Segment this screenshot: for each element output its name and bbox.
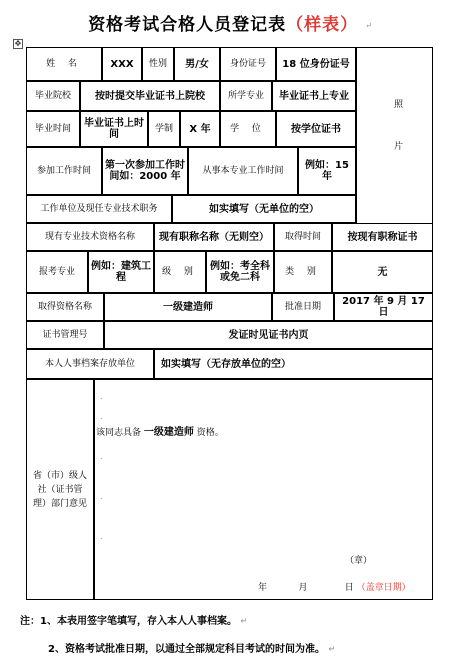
note-2-text: 2、资格考试批准日期，以通过全部规定科目考试的时间为准。 (48, 644, 325, 655)
graduation-time-value[interactable]: 毕业证书上时间 (80, 111, 148, 147)
registration-form-table (26, 47, 433, 600)
name-label: 姓 名 (26, 47, 102, 81)
blank-line-marker: . (100, 532, 103, 541)
exam-type-value[interactable]: 无 (332, 251, 433, 293)
qualification-name-value[interactable]: 现有职称名称（无则空） (154, 223, 274, 251)
seal-mark: （章） (345, 556, 373, 566)
blank-line-marker: . (100, 412, 103, 421)
approval-date-value[interactable]: 2017 年 9 月 17 日 (334, 293, 433, 321)
certificate-number-label: 证书管理号 (26, 321, 104, 349)
certificate-name-label: 取得资格名称 (26, 293, 104, 321)
degree-value[interactable]: 按学位证书 (276, 111, 356, 147)
date-year: 年 (258, 583, 268, 593)
note-1 (20, 612, 247, 627)
major-value[interactable]: 毕业证书上专业 (272, 81, 356, 111)
paragraph-mark-icon: ↵ (240, 616, 248, 626)
id-number-value[interactable]: 18 位身份证号 (276, 47, 356, 81)
opinion-qualification: 一级建造师 (143, 427, 194, 438)
archive-unit-label: 本人人事档案存放单位 (26, 349, 154, 379)
department-opinion-box[interactable] (94, 379, 433, 600)
exam-level-value[interactable]: 例如：考全科或免二科 (206, 251, 274, 293)
opinion-text (96, 423, 224, 438)
work-start-time-label: 参加工作时间 (26, 147, 102, 195)
form-title-main: 资格考试合格人员登记表 (88, 15, 287, 35)
date-day: 日 (344, 583, 354, 593)
work-unit-value[interactable]: 如实填写（无单位的空） (172, 195, 356, 223)
form-title-sample: （样表） (286, 15, 359, 35)
work-start-time-value[interactable]: 第一次参加工作时间如：2000 年 (102, 147, 188, 195)
qualification-name-label: 现有专业技术资格名称 (26, 223, 154, 251)
exam-level-label: 级 别 (154, 251, 206, 293)
table-move-handle-icon[interactable]: ✥ (14, 39, 22, 48)
opinion-suffix: 资格。 (196, 428, 224, 438)
exam-major-label: 报考专业 (26, 251, 88, 293)
work-unit-label: 工作单位及现任专业技术职务 (26, 195, 172, 223)
major-label: 所学专业 (220, 81, 272, 111)
gender-value[interactable]: 男/女 (174, 47, 220, 81)
photo-label-1: 照 (394, 100, 404, 110)
id-number-label: 身份证号 (220, 47, 276, 81)
degree-label: 学 位 (220, 111, 276, 147)
date-month: 月 (298, 583, 308, 593)
opinion-date-line (258, 580, 411, 593)
photo-label-2: 片 (394, 142, 404, 152)
schooling-years-value[interactable]: X 年 (180, 111, 220, 147)
department-opinion-label: 省（市）级人社（证书管理）部门意见 (26, 379, 94, 600)
obtain-time-label: 取得时间 (274, 223, 332, 251)
paragraph-mark-icon: ↵ (328, 644, 336, 654)
name-value[interactable]: XXX (102, 47, 142, 81)
note-2 (48, 640, 335, 655)
obtain-time-value[interactable]: 按现有职称证书 (332, 223, 433, 251)
date-note: （盖章日期） (356, 583, 411, 593)
exam-major-value[interactable]: 例如：建筑工程 (88, 251, 154, 293)
archive-unit-value[interactable]: 如实填写（无存放单位的空） (154, 349, 433, 379)
note-1-text: 注：1、本表用签字笔填写，存入本人人事档案。 (20, 616, 237, 627)
graduation-time-label: 毕业时间 (26, 111, 80, 147)
exam-type-label: 类 别 (274, 251, 332, 293)
certificate-name-value[interactable]: 一级建造师 (104, 293, 272, 321)
school-label: 毕业院校 (26, 81, 80, 111)
blank-line-marker: . (100, 492, 103, 501)
blank-line-marker: . (100, 452, 103, 461)
paragraph-mark-icon: ↵ (365, 21, 373, 30)
form-title (0, 10, 461, 35)
gender-label: 性别 (142, 47, 174, 81)
blank-line-marker: . (100, 392, 103, 401)
certificate-number-value[interactable]: 发证时见证书内页 (104, 321, 433, 349)
opinion-prefix: 该同志具备 (96, 428, 142, 438)
schooling-years-label: 学制 (148, 111, 180, 147)
approval-date-label: 批准日期 (272, 293, 334, 321)
school-value[interactable]: 按时提交毕业证书上院校 (80, 81, 220, 111)
profession-years-value[interactable]: 例如：15 年 (298, 147, 356, 195)
profession-years-label: 从事本专业工作时间 (188, 147, 298, 195)
